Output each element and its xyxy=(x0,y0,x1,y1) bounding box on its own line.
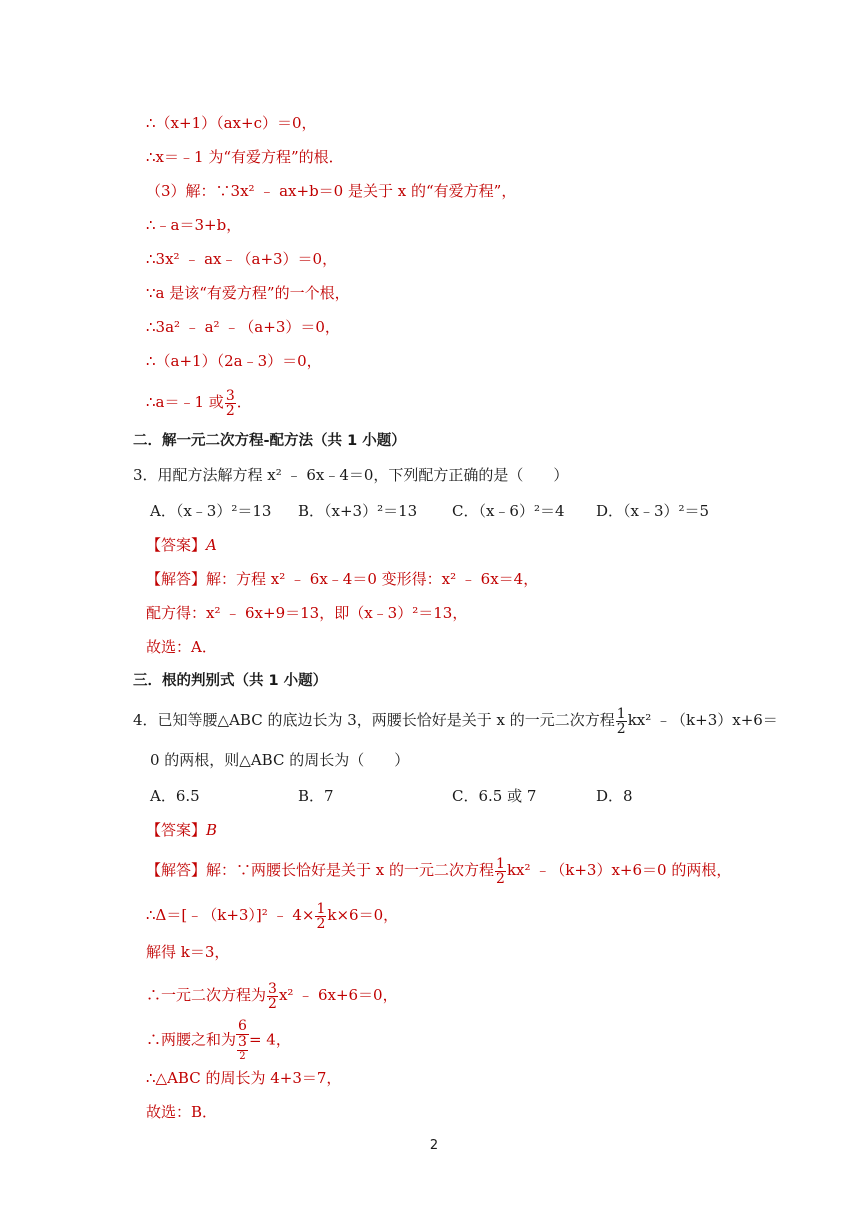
answer-value: B xyxy=(206,821,218,839)
solution-line-3: （3）解：∵3x² ﹣ ax+b＝0 是关于 x 的“有爱方程”， xyxy=(146,182,517,200)
page-number: 2 xyxy=(429,1138,439,1153)
analysis-part-1: 解：∵两腰长恰好是关于 x 的一元二次方程 xyxy=(206,861,495,879)
complex-fraction: $\frac{6}{\frac{3}{2}}$ xyxy=(238,1018,247,1062)
fraction-three-halves: $\frac{3}{2}$ xyxy=(238,1034,247,1062)
answer-label: 【答案】 xyxy=(146,821,207,839)
solution-line-6: ∵a 是该“有爱方程”的一个根， xyxy=(146,284,350,302)
final-line: 故选：B． xyxy=(146,1103,218,1121)
analysis-3-step-3: 故选：A． xyxy=(146,638,217,656)
section-3-heading: 三．根的判别式（共 1 小题） xyxy=(133,673,328,689)
analysis-part-2: kx² ﹣（k+3）x+6＝0 的两根， xyxy=(506,861,732,879)
option-a: A．6.5 xyxy=(150,787,200,805)
answer-label: 【答案】 xyxy=(146,536,207,554)
option-c: C．6.5 或 7 xyxy=(452,787,537,805)
answer-4 xyxy=(146,820,217,840)
analysis-4 xyxy=(146,853,731,887)
option-c: C．（x﹣6）²＝4 xyxy=(452,502,565,520)
analysis-3-step-2: 配方得：x² ﹣ 6x+9＝13，即（x﹣3）²＝13， xyxy=(146,604,468,622)
solution-line-7: ∴3a² ﹣ a² ﹣（a+3）＝0， xyxy=(146,318,340,336)
option-d: D．8 xyxy=(596,787,633,805)
sum-part-2: = 4， xyxy=(248,1030,291,1049)
solution-line-9 xyxy=(146,385,252,419)
perimeter-line: ∴△ABC 的周长为 4+3＝7， xyxy=(146,1069,342,1087)
equation-line xyxy=(146,978,398,1012)
analysis-label: 【解答】 xyxy=(146,861,207,879)
fraction-three-halves: $\frac{3}{2}$ xyxy=(225,387,235,419)
question-4-part-1: 4．已知等腰△ABC 的底边长为 3，两腰长恰好是关于 x 的一元二次方程 xyxy=(133,711,615,729)
option-a: A．（x﹣3）²＝13 xyxy=(150,502,272,520)
analysis-label: 【解答】 xyxy=(146,570,207,588)
question-4-line-2: 0 的两根，则△ABC 的周长为（ ） xyxy=(150,751,410,769)
solution-line-8: ∴（a+1）（2a﹣3）＝0， xyxy=(146,352,322,370)
answer-3 xyxy=(146,535,217,555)
section-2-heading: 二．解一元二次方程-配方法（共 1 小题） xyxy=(133,433,406,449)
solution-line-5: ∴3x² ﹣ ax﹣（a+3）＝0， xyxy=(146,250,338,268)
question-4-part-2: kx² ﹣（k+3）x+6＝ xyxy=(627,711,778,729)
fraction-one-half: $\frac{1}{2}$ xyxy=(316,900,326,932)
solution-line-9-suffix: ． xyxy=(236,393,252,411)
sum-line xyxy=(146,1019,291,1062)
solution-line-9-prefix: ∴a＝﹣1 或 xyxy=(146,393,224,411)
equation-part-2: x² ﹣ 6x+6＝0， xyxy=(278,986,398,1004)
analysis-3 xyxy=(146,569,538,589)
solution-line-4: ∴﹣a＝3+b， xyxy=(146,216,242,234)
fraction-one-half: $\frac{1}{2}$ xyxy=(616,705,626,737)
option-b: B．7 xyxy=(298,787,334,805)
delta-line xyxy=(146,898,398,932)
option-d: D．（x﹣3）²＝5 xyxy=(596,502,710,520)
solution-line-2: ∴x＝﹣1 为“有爱方程”的根． xyxy=(146,148,344,166)
delta-part-1: ∴Δ＝[﹣（k+3）]² ﹣ 4× xyxy=(146,906,315,924)
analysis-text: 解：方程 x² ﹣ 6x﹣4＝0 变形得：x² ﹣ 6x＝4， xyxy=(206,570,539,588)
fraction-three-halves: $\frac{3}{2}$ xyxy=(268,980,277,1012)
equation-part-1: ∴一元二次方程为 xyxy=(146,986,267,1004)
fraction-one-half: $\frac{1}{2}$ xyxy=(496,855,505,887)
question-3: 3．用配方法解方程 x² ﹣ 6x﹣4＝0，下列配方正确的是（ ） xyxy=(133,466,569,484)
option-b: B．（x+3）²＝13 xyxy=(298,502,418,520)
delta-part-2: k×6＝0， xyxy=(327,906,399,924)
question-4 xyxy=(133,703,778,737)
solve-line: 解得 k＝3， xyxy=(146,943,230,961)
answer-value: A xyxy=(206,536,217,554)
solution-line-1: ∴（x+1）（ax+c）＝0， xyxy=(146,114,317,132)
sum-part-1: ∴两腰之和为 xyxy=(146,1030,237,1049)
